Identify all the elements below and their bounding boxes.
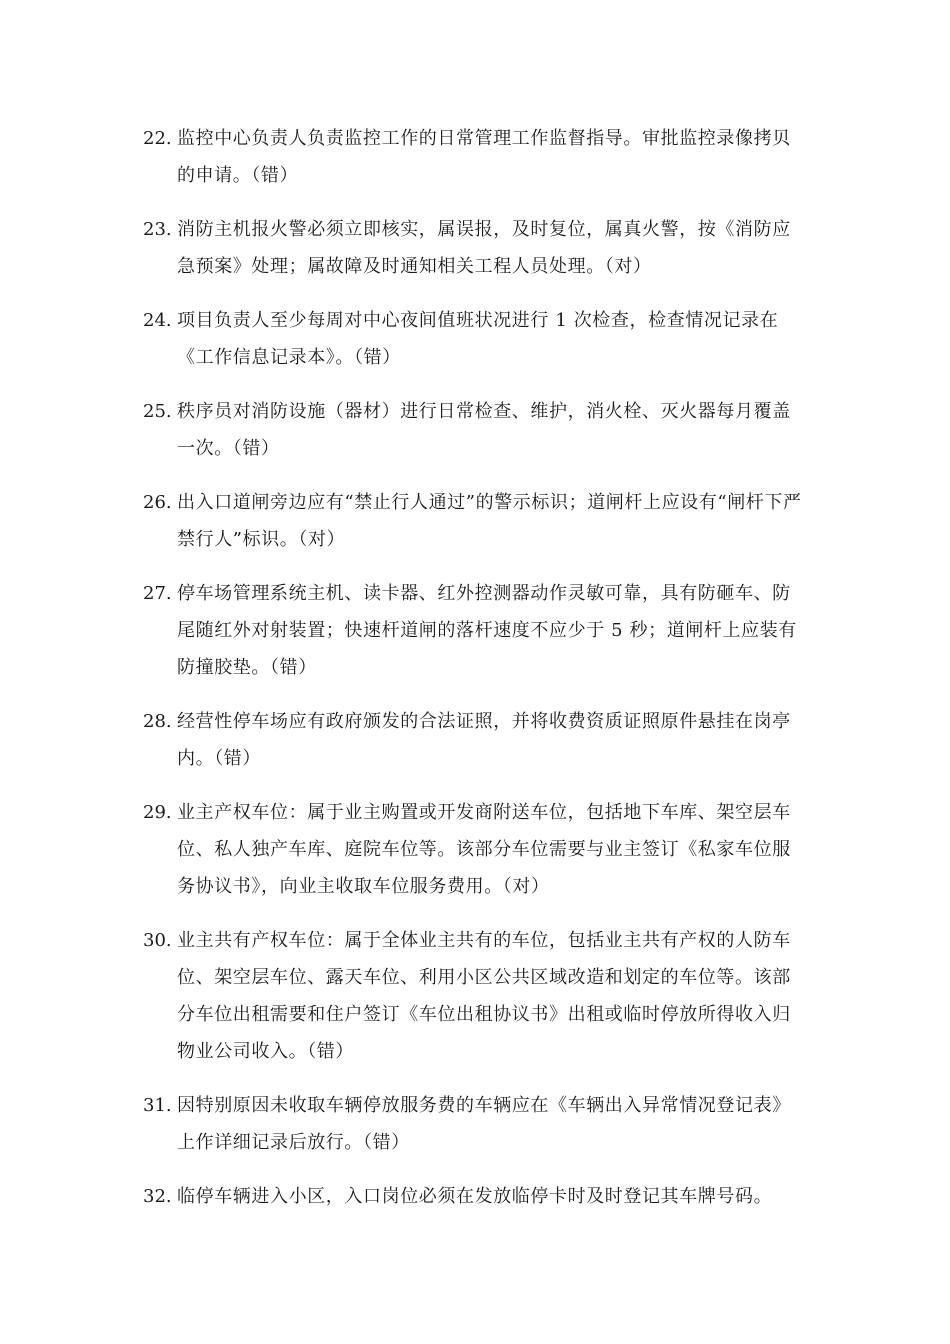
item-text: 业主产权车位：属于业主购置或开发商附送车位，包括地下车库、架空层车位、私人独产车库、庭院车位等。该部分车位需要与业主签订《私家车位服务协议书》，向业主收取车位服务费用。（对） bbox=[177, 802, 791, 897]
list-item bbox=[143, 703, 803, 777]
list-item bbox=[143, 211, 803, 285]
item-number: 23. bbox=[143, 219, 172, 240]
item-number: 26. bbox=[143, 492, 172, 513]
item-text: 因特别原因未收取车辆停放服务费的车辆应在《车辆出入异常情况登记表》上作详细记录后放行。（错） bbox=[177, 1095, 791, 1153]
item-number: 24. bbox=[143, 310, 172, 331]
item-text: 消防主机报火警必须立即核实，属误报，及时复位，属真火警，按《消防应急预案》处理；属故障及时通知相关工程人员处理。（对） bbox=[177, 219, 791, 277]
item-text: 出入口道闸旁边应有“禁止行人通过”的警示标识；道闸杆上应设有“闸杆下严禁行人”标识。（对） bbox=[177, 492, 802, 550]
item-number: 32. bbox=[143, 1186, 172, 1207]
item-number: 22. bbox=[143, 128, 172, 149]
item-number: 25. bbox=[143, 401, 172, 422]
item-text: 停车场管理系统主机、读卡器、红外控测器动作灵敏可靠，具有防砸车、防尾随红外对射装置；快速杆道闸的落杆速度不应少于 5 秒；道闸杆上应装有防撞胶垫。（错） bbox=[177, 583, 797, 678]
list-item bbox=[143, 302, 803, 376]
item-text: 业主共有产权车位：属于全体业主共有的车位，包括业主共有产权的人防车位、架空层车位、露天车位、利用小区公共区域改造和划定的车位等。该部分车位出租需要和住户签订《车位出租协议书》出租或临时停放所得收入归物业公司收入。（错） bbox=[177, 930, 791, 1062]
item-number: 31. bbox=[143, 1095, 172, 1116]
item-number: 27. bbox=[143, 583, 172, 604]
item-number: 30. bbox=[143, 930, 172, 951]
item-text: 监控中心负责人负责监控工作的日常管理工作监督指导。审批监控录像拷贝的申请。（错） bbox=[177, 128, 791, 186]
list-item bbox=[143, 1087, 803, 1161]
question-list bbox=[143, 120, 803, 1232]
list-item bbox=[143, 120, 803, 194]
list-item bbox=[143, 575, 803, 686]
item-text: 项目负责人至少每周对中心夜间值班状况进行 1 次检查，检查情况记录在《工作信息记录本》。（错） bbox=[177, 310, 779, 368]
item-number: 29. bbox=[143, 802, 172, 823]
item-text: 经营性停车场应有政府颁发的合法证照，并将收费资质证照原件悬挂在岗亭内。（错） bbox=[177, 711, 791, 769]
list-item bbox=[143, 393, 803, 467]
item-text: 秩序员对消防设施（器材）进行日常检查、维护，消火栓、灭火器每月覆盖一次。（错） bbox=[177, 401, 791, 459]
item-number: 28. bbox=[143, 711, 172, 732]
item-text: 临停车辆进入小区，入口岗位必须在发放临停卡时及时登记其车牌号码。 bbox=[177, 1186, 773, 1207]
list-item bbox=[143, 922, 803, 1070]
list-item bbox=[143, 484, 803, 558]
list-item bbox=[143, 1178, 803, 1215]
list-item bbox=[143, 794, 803, 905]
